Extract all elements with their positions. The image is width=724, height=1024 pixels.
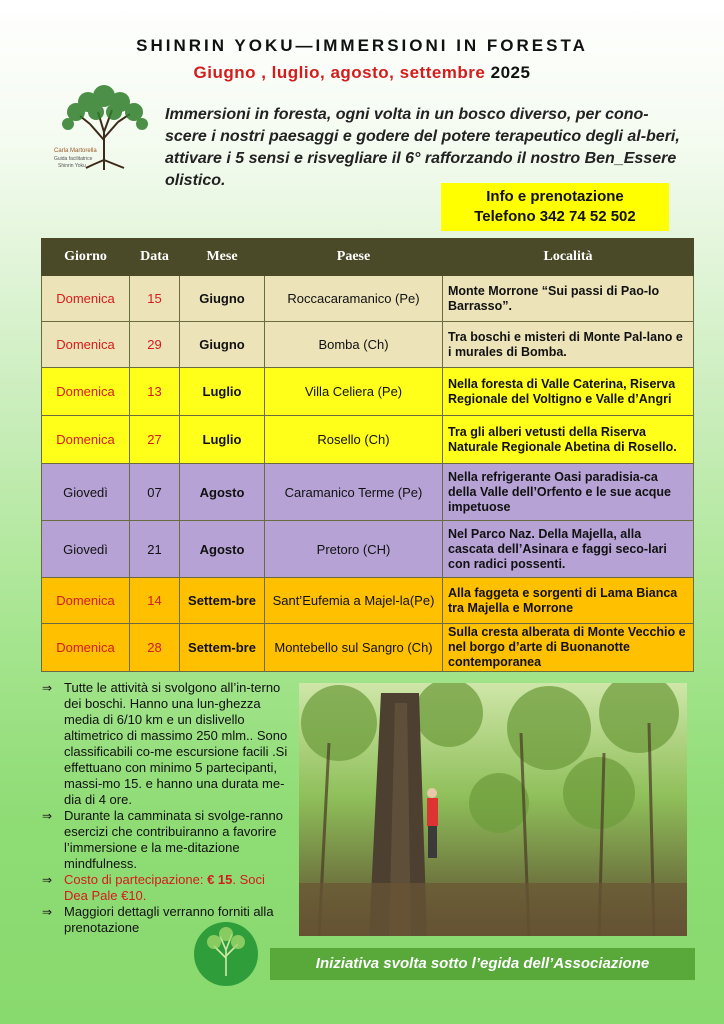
forest-photo [299,683,687,936]
cell-mese: Luglio [180,416,265,464]
double-right-arrow-icon: ⇒ [42,681,53,695]
cost-rest: . Soci Dea Pale €10. [64,872,265,903]
note-text: Durante la camminata si svolge-ranno esercizi che contribuiranno a favorire l’immersione e la me-ditazione mindfulness. [64,808,283,871]
association-banner: Iniziativa svolta sotto l’egida dell’Associazione [270,948,695,980]
cell-data: 21 [130,521,180,578]
cell-giorno: Domenica [42,416,130,464]
schedule-table [41,238,694,672]
info-phone[interactable]: Telefono 342 74 52 502 [474,208,636,225]
cell-paese: Bomba (Ch) [265,322,443,368]
cell-paese: Montebello sul Sangro (Ch) [265,624,443,672]
info-label: Info e prenotazione [486,188,624,205]
header-paese: Paese [265,239,443,276]
cell-mese: Agosto [180,521,265,578]
info-box [441,183,669,231]
page-subtitle [0,63,724,83]
cell-giorno: Domenica [42,578,130,624]
cell-data: 07 [130,464,180,521]
cell-paese: Caramanico Terme (Pe) [265,464,443,521]
table-row [42,368,694,416]
cell-mese: Settem-bre [180,624,265,672]
table-header-row [42,239,694,276]
table-row [42,464,694,521]
cost-price: € 15 [207,872,233,887]
cell-giorno: Domenica [42,276,130,322]
cell-mese: Settem-bre [180,578,265,624]
cell-mese: Giugno [180,276,265,322]
cell-localita: Alla faggeta e sorgenti di Lama Bianca tra Majella e Morrone [443,578,694,624]
double-right-arrow-icon: ⇒ [42,873,53,887]
cell-mese: Agosto [180,464,265,521]
cell-data: 15 [130,276,180,322]
cell-paese: Villa Celiera (Pe) [265,368,443,416]
cell-mese: Giugno [180,322,265,368]
tree-logo-icon [46,82,164,174]
cell-localita: Tra boschi e misteri di Monte Pal-lano e i murales di Bomba. [443,322,694,368]
header-mese: Mese [180,239,265,276]
cell-giorno: Giovedì [42,464,130,521]
double-right-arrow-icon: ⇒ [42,905,53,919]
subtitle-year: 2025 [490,63,531,82]
double-right-arrow-icon: ⇒ [42,809,53,823]
cell-data: 28 [130,624,180,672]
cell-paese: Rosello (Ch) [265,416,443,464]
list-item [40,872,290,904]
table-row [42,624,694,672]
cell-paese: Sant’Eufemia a Majel-la(Pe) [265,578,443,624]
cell-giorno: Domenica [42,322,130,368]
table-row [42,521,694,578]
cell-localita: Nella refrigerante Oasi paradisia-ca della Valle dell’Orfento e le sue acque impetuose [443,464,694,521]
cell-localita: Sulla cresta alberata di Monte Vecchio e nel borgo d’arte di Buonanotte contemporanea [443,624,694,672]
cell-data: 29 [130,322,180,368]
table-row [42,578,694,624]
cost-label: Costo di partecipazione: [64,872,208,887]
cell-giorno: Giovedì [42,521,130,578]
header-giorno: Giorno [42,239,130,276]
cell-mese: Luglio [180,368,265,416]
cell-localita: Tra gli alberi vetusti della Riserva Naturale Regionale Abetina di Rosello. [443,416,694,464]
cell-data: 14 [130,578,180,624]
cell-localita: Nel Parco Naz. Della Majella, alla cascata dell’Asinara e faggi seco-lari con radici possenti. [443,521,694,578]
header-data: Data [130,239,180,276]
list-item [40,808,290,872]
notes-list [40,680,290,936]
header-localita: Località [443,239,694,276]
table-row [42,416,694,464]
cell-localita: Nella foresta di Valle Caterina, Riserva Regionale del Voltigno e Valle d’Angri [443,368,694,416]
cell-data: 27 [130,416,180,464]
cell-data: 13 [130,368,180,416]
list-item [40,680,290,808]
logo-text-line2: Guida facilitatrice [54,156,93,162]
note-text: Maggiori dettagli verranno forniti alla prenotazione [64,904,274,935]
page-title: SHINRIN YOKU—IMMERSIONI IN FORESTA [136,36,588,55]
logo-text-line3: Shinrin Yoku [58,163,86,169]
cell-localita: Monte Morrone “Sui passi di Pao-lo Barrasso”. [443,276,694,322]
cell-giorno: Domenica [42,368,130,416]
table-row [42,322,694,368]
cell-paese: Pretoro (CH) [265,521,443,578]
table-row [42,276,694,322]
note-text: Tutte le attività si svolgono all’in-terno dei boschi. Hanno una lun-ghezza media di 6/10 km e un dislivello altimetrico di massimo 250 mlm.. Sono classificabili co-me escursione facili .Si effettuano con minimo 5 partecipanti, massi-mo 15. e hanno una durata me-dia di 4 ore. [64,680,288,807]
subtitle-months: Giugno , luglio, agosto, settembre [193,63,486,82]
association-logo-icon [192,920,260,988]
logo-text-line1: Carla Martorella [54,148,97,154]
intro-text: Immersioni in foresta, ogni volta in un bosco diverso, per cono-scere i nostri paesaggi e godere del potere terapeutico degli al-beri, attivare i 5 sensi e risvegliare il 6° rafforzando il nostro Ben_Essere olistico. [165,106,680,189]
cell-giorno: Domenica [42,624,130,672]
cell-paese: Roccacaramanico (Pe) [265,276,443,322]
